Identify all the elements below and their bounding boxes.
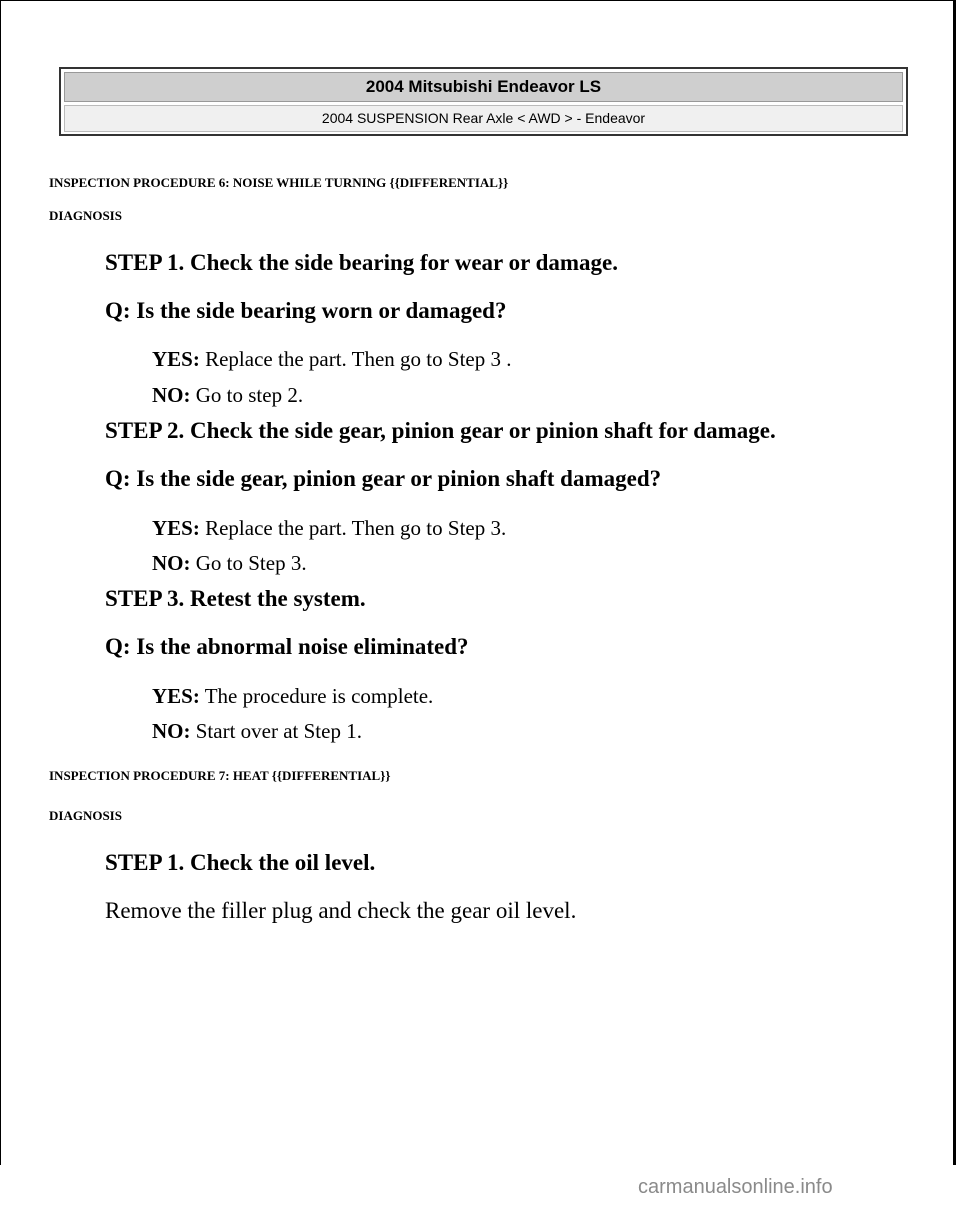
p6-step3-yes: [152, 684, 433, 709]
procedure-6-diagnosis-label: DIAGNOSIS: [49, 208, 122, 223]
yes-label: YES:: [152, 347, 200, 371]
yes-label: YES:: [152, 516, 200, 540]
yes-text: Replace the part. Then go to Step 3.: [205, 516, 507, 540]
yes-text: Replace the part. Then go to Step 3 .: [205, 347, 512, 371]
no-text: Go to Step 3.: [195, 551, 307, 575]
p6-step3-no: [152, 719, 362, 744]
p6-step2-title: STEP 2. Check the side gear, pinion gear or pinion shaft for damage.: [105, 418, 776, 443]
p6-step2-question: Q: Is the side gear, pinion gear or pinion shaft damaged?: [105, 466, 662, 491]
p7-step1-text: Remove the filler plug and check the gear oil level.: [105, 898, 577, 923]
p7-step1-title: STEP 1. Check the oil level.: [105, 850, 376, 875]
p6-step3-title: STEP 3. Retest the system.: [105, 586, 366, 611]
header-title: 2004 Mitsubishi Endeavor LS: [64, 72, 903, 102]
p6-step2-no: [152, 551, 307, 576]
procedure-7-heading: INSPECTION PROCEDURE 7: HEAT {{DIFFERENTIAL}}: [49, 768, 391, 783]
p6-step2-yes: [152, 516, 506, 541]
no-label: NO:: [152, 719, 191, 743]
procedure-6-heading: INSPECTION PROCEDURE 6: NOISE WHILE TURNING {{DIFFERENTIAL}}: [49, 175, 509, 190]
p6-step3-question: Q: Is the abnormal noise eliminated?: [105, 634, 469, 659]
header-subtitle: 2004 SUSPENSION Rear Axle < AWD > - Endeavor: [64, 105, 903, 132]
document-header: [59, 67, 908, 136]
yes-label: YES:: [152, 684, 200, 708]
no-label: NO:: [152, 551, 191, 575]
p6-step1-title: STEP 1. Check the side bearing for wear or damage.: [105, 250, 619, 275]
p6-step1-no: [152, 383, 303, 408]
yes-text: The procedure is complete.: [204, 684, 434, 708]
p6-step1-question: Q: Is the side bearing worn or damaged?: [105, 298, 507, 323]
no-text: Go to step 2.: [195, 383, 304, 407]
no-label: NO:: [152, 383, 191, 407]
no-text: Start over at Step 1.: [195, 719, 362, 743]
footer-watermark: carmanualsonline.info: [638, 1176, 833, 1198]
procedure-7-diagnosis-label: DIAGNOSIS: [49, 808, 122, 823]
p6-step1-yes: [152, 347, 511, 372]
